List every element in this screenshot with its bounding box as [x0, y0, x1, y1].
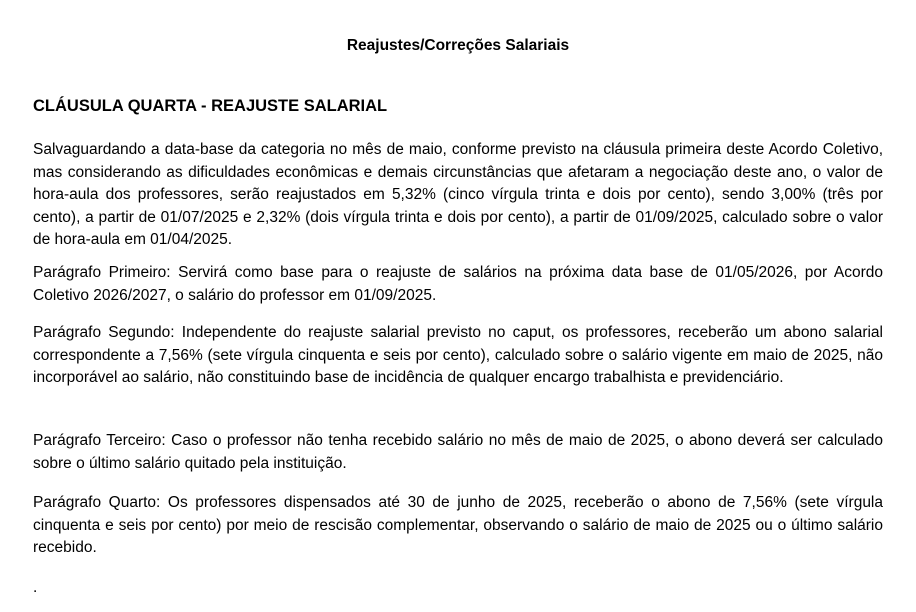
paragrafo-segundo: Parágrafo Segundo: Independente do reajuste salarial previsto no caput, os professores, receberão um abono salarial correspondente a 7,56% (sete vírgula cinquenta e seis por cento), calculado sobre o salário vigente em maio de 2025, não incorporável ao salário, não constituindo base de incidência de qualquer encargo trabalhista e previdenciário.: [33, 324, 883, 387]
paragrafo-primeiro: Parágrafo Primeiro: Servirá como base para o reajuste de salários na próxima data base de 01/05/2026, por Acordo Coletivo 2026/2027, o salário do professor em 01/09/2025.: [33, 264, 883, 304]
clause-caput-paragraph: Salvaguardando a data-base da categoria no mês de maio, conforme previsto na cláusula primeira deste Acordo Coletivo, mas considerando as dificuldades econômicas e demais circunstâncias que afetaram a negociação deste ano, o valor de hora-aula dos professores, serão reajustados em 5,32% (cinco vírgula trinta e dois por cento), sendo 3,00% (três por cento), a partir de 01/07/2025 e 2,32% (dois vírgula trinta e dois por cento), a partir de 01/09/2025, calculado sobre o valor de hora-aula em 01/04/2025.: [33, 141, 883, 249]
paragrafo-terceiro: Parágrafo Terceiro: Caso o professor não tenha recebido salário no mês de maio de 2025, o abono deverá ser calculado sobre o último salário quitado pela instituição.: [33, 432, 883, 472]
document-title: Reajustes/Correções Salariais: [346, 37, 570, 54]
clause-heading: CLÁUSULA QUARTA - REAJUSTE SALARIAL: [33, 97, 388, 115]
trailing-mark: .: [33, 579, 38, 596]
paragrafo-quarto: Parágrafo Quarto: Os professores dispensados até 30 de junho de 2025, receberão o abono de 7,56% (sete vírgula cinquenta e seis por cento) por meio de rescisão complementar, observando o salário de maio de 2025 ou o último salário recebido.: [33, 494, 883, 557]
